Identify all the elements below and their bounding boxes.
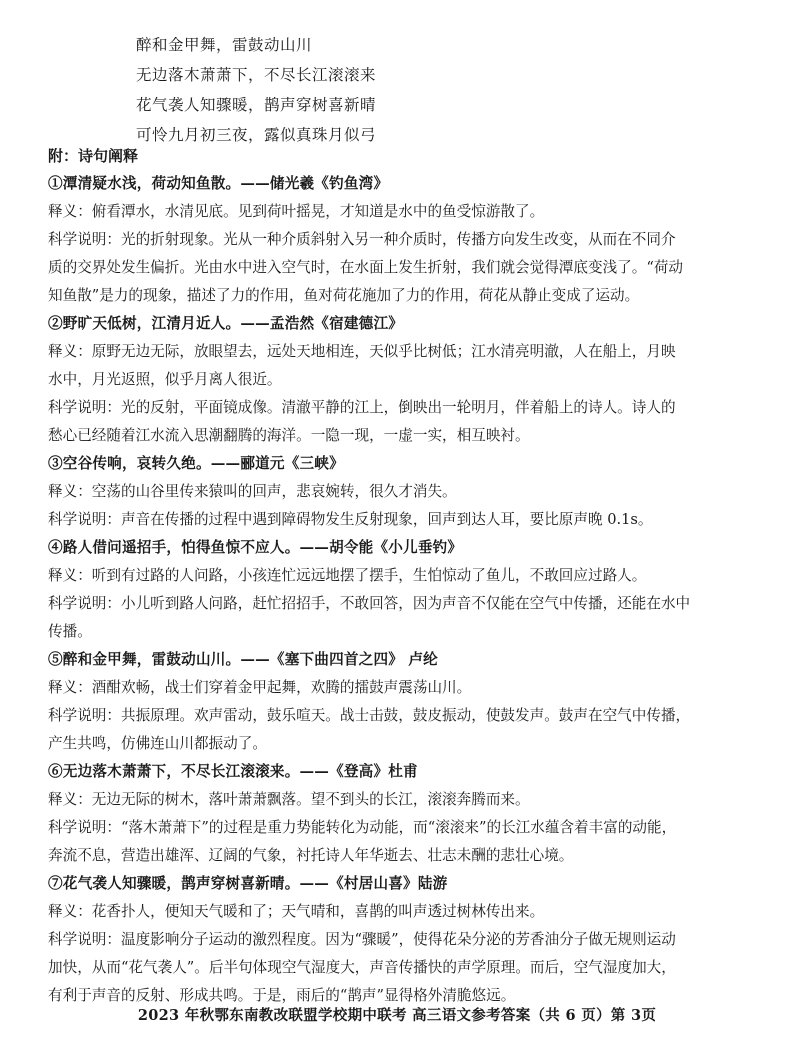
science-line: 产生共鸣，仿佛连山川都振动了。	[48, 735, 267, 752]
science-line: 科学说明：小儿听到路人问路，赶忙招招手，不敢回答，因为声音不仅能在空气中传播，还能在水中	[48, 595, 691, 612]
science-line: 科学说明：共振原理。欢声雷动，鼓乐喧天。战士击鼓，鼓皮振动，使鼓发声。鼓声在空气中传播，	[48, 707, 691, 724]
meaning-line: 释义：花香扑人，便知天气暖和了；天气晴和，喜鹊的叫声透过树林传出来。	[48, 903, 545, 920]
science-line: 科学说明：“落木萧萧下”的过程是重力势能转化为动能，而“滚滚来”的长江水蕴含着丰富的动能，	[48, 819, 677, 836]
meaning-line: 释义：俯看潭水，水清见底。见到荷叶摇晃，才知道是水中的鱼受惊游散了。	[48, 203, 545, 220]
poem-line: 花气袭人知骤暖，鹊声穿树喜新晴	[136, 96, 377, 114]
verse-heading: ⑤醉和金甲舞，雷鼓动山川。——《塞下曲四首之四》 卢纶	[48, 651, 438, 668]
verse-heading: ④路人借问遥招手，怕得鱼惊不应人。——胡令能《小儿垂钓》	[48, 539, 463, 556]
verse-item	[48, 170, 754, 310]
verse-item	[48, 646, 754, 758]
science-line: 愁心已经随着江水流入思潮翻腾的海洋。一隐一现，一虚一实，相互映衬。	[48, 427, 530, 444]
science-line: 知鱼散”是力的现象，描述了力的作用，鱼对荷花施加了力的作用，荷花从静止变成了运动。	[48, 287, 640, 304]
verse-heading: ②野旷天低树，江清月近人。——孟浩然《宿建德江》	[48, 315, 404, 332]
science-line: 奔流不息，营造出雄浑、辽阔的气象，衬托诗人年华逝去、壮志未酬的悲壮心境。	[48, 847, 574, 864]
verse-item	[48, 758, 754, 870]
appendix-title: 附：诗句阐释	[48, 147, 139, 165]
science-line: 质的交界处发生偏折。光由水中进入空气时，在水面上发生折射，我们就会觉得潭底变浅了。“荷动	[48, 259, 683, 276]
verse-heading: ⑥无边落木萧萧下，不尽长江滚滚来。——《登高》杜甫	[48, 763, 418, 780]
meaning-line: 释义：酒酣欢畅，战士们穿着金甲起舞，欢腾的擂鼓声震荡山川。	[48, 679, 472, 696]
verse-heading: ③空谷传响，哀转久绝。——郦道元《三峡》	[48, 455, 344, 472]
verse-heading: ①潭清疑水浅，荷动知鱼散。——储光羲《钓鱼湾》	[48, 175, 389, 192]
verse-item	[48, 870, 754, 1010]
science-line: 科学说明：声音在传播的过程中遇到障碍物发生反射现象，回声到达人耳，要比原声晚 0.1s。	[48, 511, 653, 528]
verse-item	[48, 310, 754, 450]
appendix-section	[48, 142, 754, 1010]
science-line: 有利于声音的反射、形成共鸣。于是，雨后的“鹊声”显得格外清脆悠远。	[48, 987, 516, 1004]
poem-line: 可怜九月初三夜，露似真珠月似弓	[136, 126, 377, 144]
science-line: 传播。	[48, 623, 92, 640]
verse-item	[48, 534, 754, 646]
verse-heading: ⑦花气袭人知骤暖，鹊声穿树喜新晴。——《村居山喜》陆游	[48, 875, 448, 892]
science-line: 科学说明：光的折射现象。光从一种介质斜射入另一种介质时，传播方向发生改变，从而在不同介	[48, 231, 676, 248]
meaning-line: 水中，月光返照，似乎月离人很近。	[48, 371, 282, 388]
meaning-line: 释义：听到有过路的人问路，小孩连忙远远地摆了摆手，生怕惊动了鱼儿，不敢回应过路人。	[48, 567, 647, 584]
meaning-line: 释义：空荡的山谷里传来猿叫的回声，悲哀婉转，很久才消失。	[48, 483, 457, 500]
poem-line: 无边落木萧萧下，不尽长江滚滚来	[136, 66, 377, 84]
meaning-line: 释义：原野无边无际，放眼望去，远处天地相连，天似乎比树低；江水清亮明澈，人在船上，月映	[48, 343, 676, 360]
poem-block	[136, 30, 376, 150]
poem-line: 醉和金甲舞，雷鼓动山川	[136, 36, 313, 54]
page-footer: 2023 年秋鄂东南教改联盟学校期中联考 高三语文参考答案（共 6 页）第 3页	[137, 1007, 657, 1024]
science-line: 加快，从而“花气袭人”。后半句体现空气湿度大，声音传播快的声学原理。而后，空气湿度加大，	[48, 959, 676, 976]
meaning-line: 释义：无边无际的树木，落叶萧萧飘落。望不到头的长江，滚滚奔腾而来。	[48, 791, 530, 808]
verse-item	[48, 450, 754, 534]
science-line: 科学说明：光的反射，平面镜成像。清澈平静的江上，倒映出一轮明月，伴着船上的诗人。诗人的	[48, 399, 676, 416]
science-line: 科学说明：温度影响分子运动的激烈程度。因为“骤暖”，使得花朵分泌的芳香油分子做无规则运动	[48, 931, 676, 948]
